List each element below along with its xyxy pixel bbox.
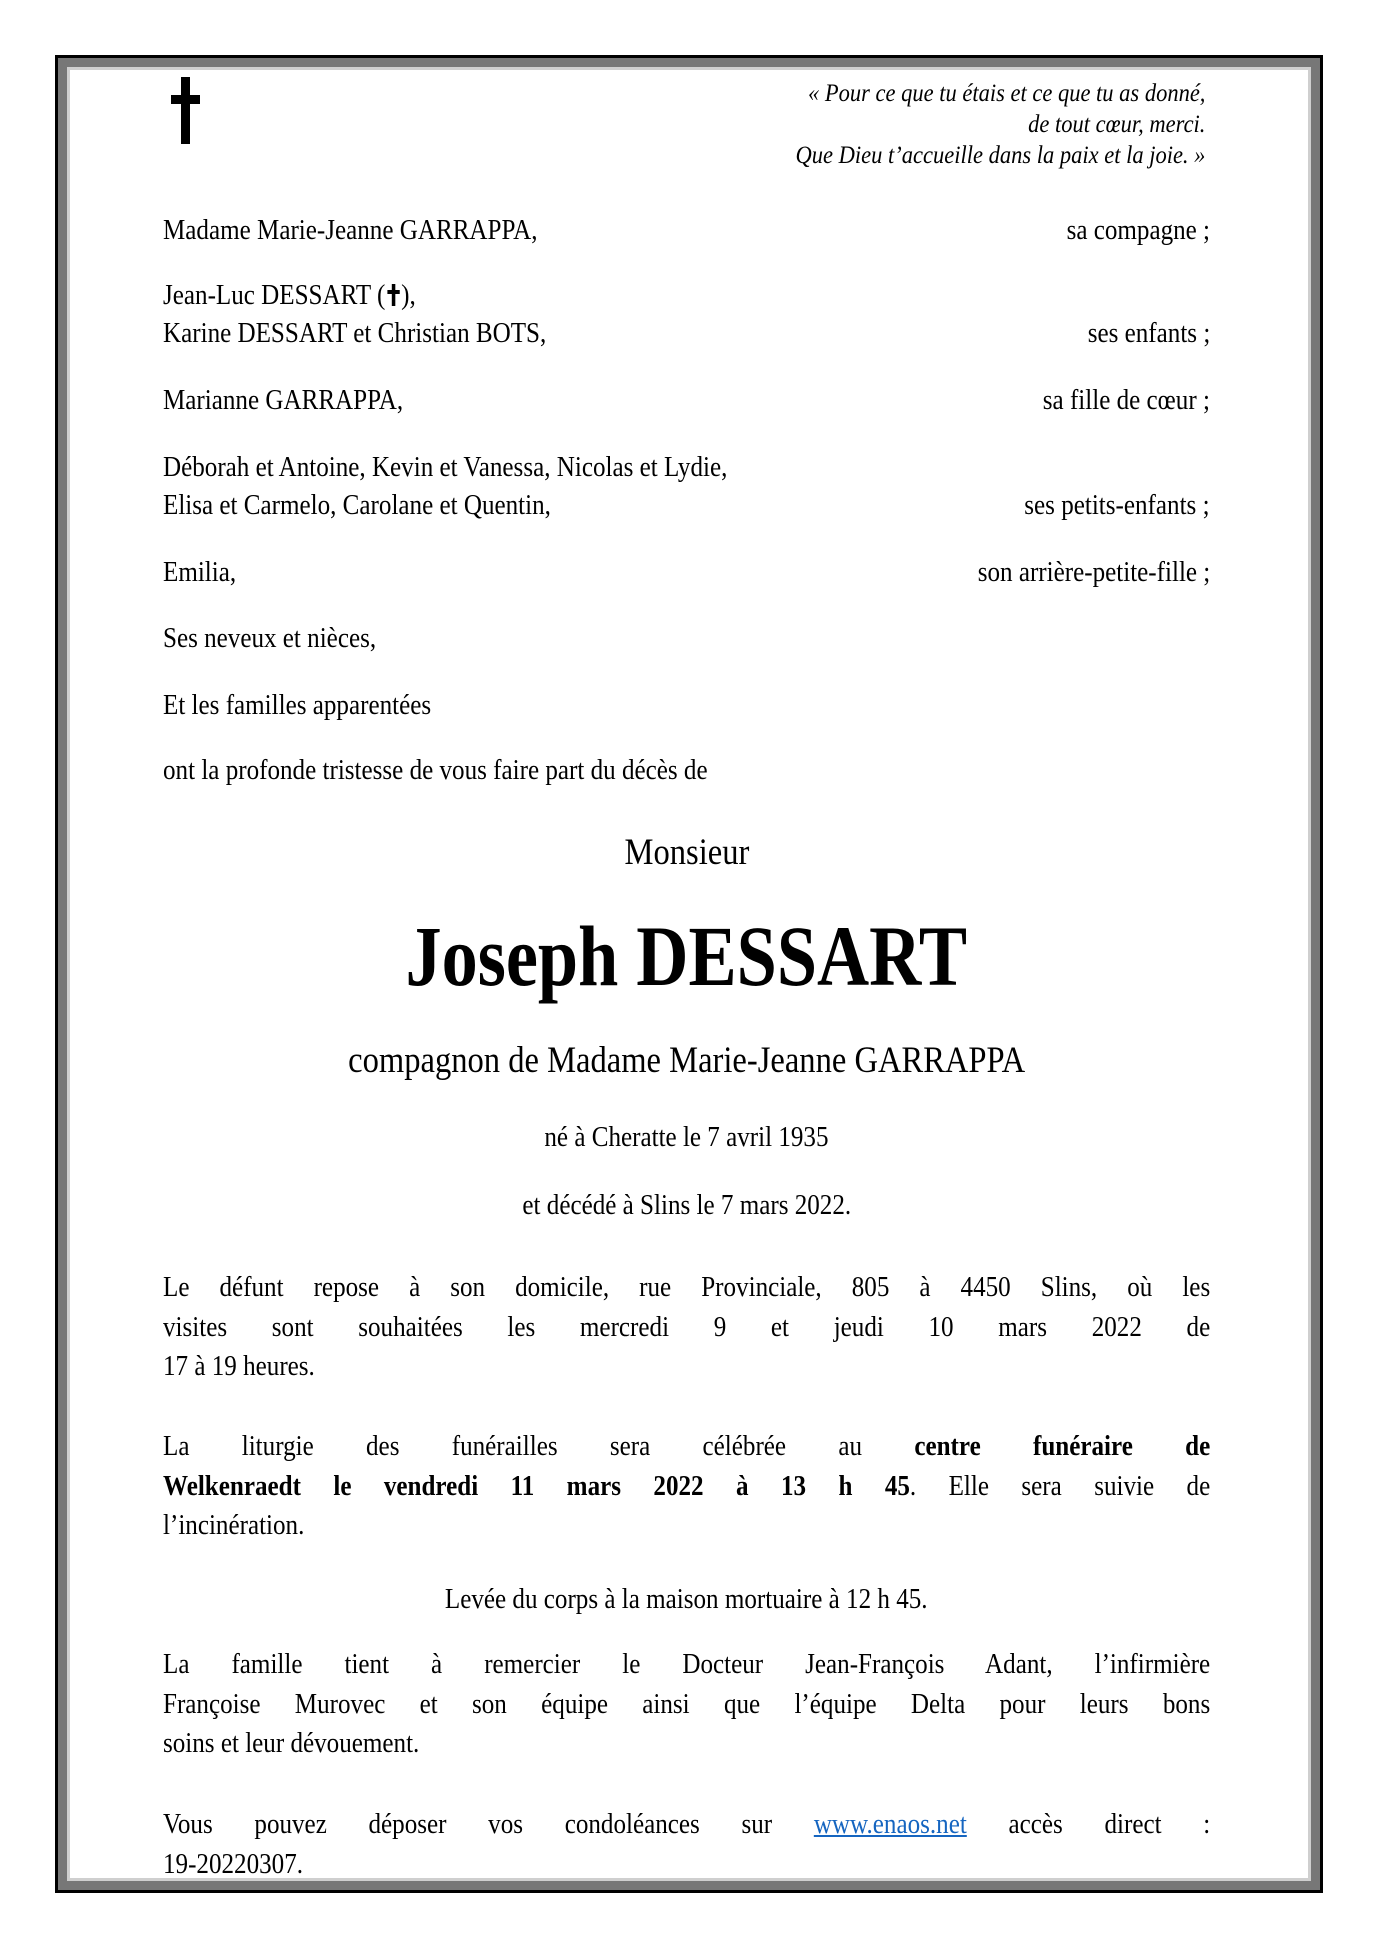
paragraph-line: La liturgie des funérailles sera célébrée au centre funéraire de [163, 1431, 1211, 1462]
enaos-link[interactable]: www.enaos.net [813, 1809, 967, 1840]
family-row-children-2 [163, 315, 1210, 353]
repose-paragraph [163, 1268, 1210, 1387]
thanks-paragraph [163, 1645, 1210, 1764]
announcement-line [163, 752, 1210, 790]
quote-line: Que Dieu t’accueille dans la paix et la joie. » [795, 142, 1205, 169]
paragraph-line: visites sont souhaitées les mercredi 9 et jeudi 10 mars 2022 de [163, 1311, 1211, 1343]
paragraph-line: Françoise Murovec et son équipe ainsi que l’équipe Delta pour leurs bons [163, 1688, 1211, 1720]
family-row-heart-daughter [163, 382, 1210, 420]
family-names: Emilia, [163, 557, 237, 588]
liturgy-paragraph [163, 1427, 1210, 1546]
paragraph-line: l’incinération. [163, 1510, 305, 1541]
death-info: et décédé à Slins le 7 mars 2022. [522, 1190, 851, 1221]
deceased-title: Monsieur [624, 832, 749, 873]
quote-line: « Pour ce que tu étais et ce que tu as donné, [807, 80, 1205, 107]
paragraph-line: soins et leur dévouement. [163, 1728, 420, 1759]
family-names: Karine DESSART et Christian BOTS, [163, 318, 547, 349]
condolences-paragraph [163, 1805, 1210, 1884]
family-relation: son arrière-petite-fille ; [977, 557, 1210, 588]
liturgy-datetime: Welkenraedt le vendredi 11 mars 2022 à 13 h 45 [163, 1470, 910, 1502]
paragraph-line: 17 à 19 heures. [163, 1351, 315, 1382]
access-code: 19-20220307. [163, 1848, 304, 1880]
family-row-grandchildren-1 [163, 449, 1210, 487]
family-names: Elisa et Carmelo, Carolane et Quentin, [163, 490, 551, 521]
paragraph-line: Le défunt repose à son domicile, rue Provinciale, 805 à 4450 Slins, où les [163, 1272, 1211, 1303]
family-relation: ses petits-enfants ; [1024, 490, 1210, 521]
latin-cross-icon [171, 77, 200, 144]
family-relation: sa compagne ; [1066, 215, 1210, 246]
birth-info: né à Cheratte le 7 avril 1935 [544, 1122, 829, 1153]
family-names: Déborah et Antoine, Kevin et Vanessa, Nicolas et Lydie, [163, 452, 728, 483]
family-row-great-granddaughter [163, 554, 1210, 592]
family-relation: ses enfants ; [1087, 318, 1210, 349]
family-row-partner [163, 212, 1210, 250]
levee-line: Levée du corps à la maison mortuaire à 12 h 45. [445, 1584, 928, 1615]
family-row-nephews [163, 620, 1210, 658]
epigraph-quote [795, 78, 1205, 171]
liturgy-location: centre funéraire de [914, 1431, 1211, 1462]
family-names: Ses neveux et nièces, [163, 623, 377, 654]
announcement-text: ont la profonde tristesse de vous faire part du décès de [163, 755, 708, 786]
quote-line: de tout cœur, merci. [1027, 111, 1205, 138]
family-row-grandchildren-2 [163, 487, 1210, 525]
family-names: Jean-Luc DESSART ( ), [163, 280, 416, 311]
paragraph-line: Vous pouvez déposer vos condoléances sur www.enaos.net accès direct : [163, 1809, 1211, 1840]
family-names: Marianne GARRAPPA, [163, 385, 404, 416]
dagger-icon [387, 284, 399, 306]
deceased-subtitle: compagnon de Madame Marie-Jeanne GARRAPPA [347, 1040, 1025, 1081]
paragraph-line: La famille tient à remercier le Docteur Jean-François Adant, l’infirmière [163, 1649, 1211, 1680]
paragraph-line: Welkenraedt le vendredi 11 mars 2022 à 13 h 45. Elle sera suivie de [163, 1470, 1211, 1502]
family-row-related [163, 687, 1210, 725]
family-names: Madame Marie-Jeanne GARRAPPA, [163, 215, 538, 246]
deceased-name: Joseph DESSART [405, 908, 968, 1004]
family-relation: sa fille de cœur ; [1042, 385, 1210, 416]
family-names: Et les familles apparentées [163, 690, 432, 721]
family-row-children-1 [163, 277, 1210, 315]
